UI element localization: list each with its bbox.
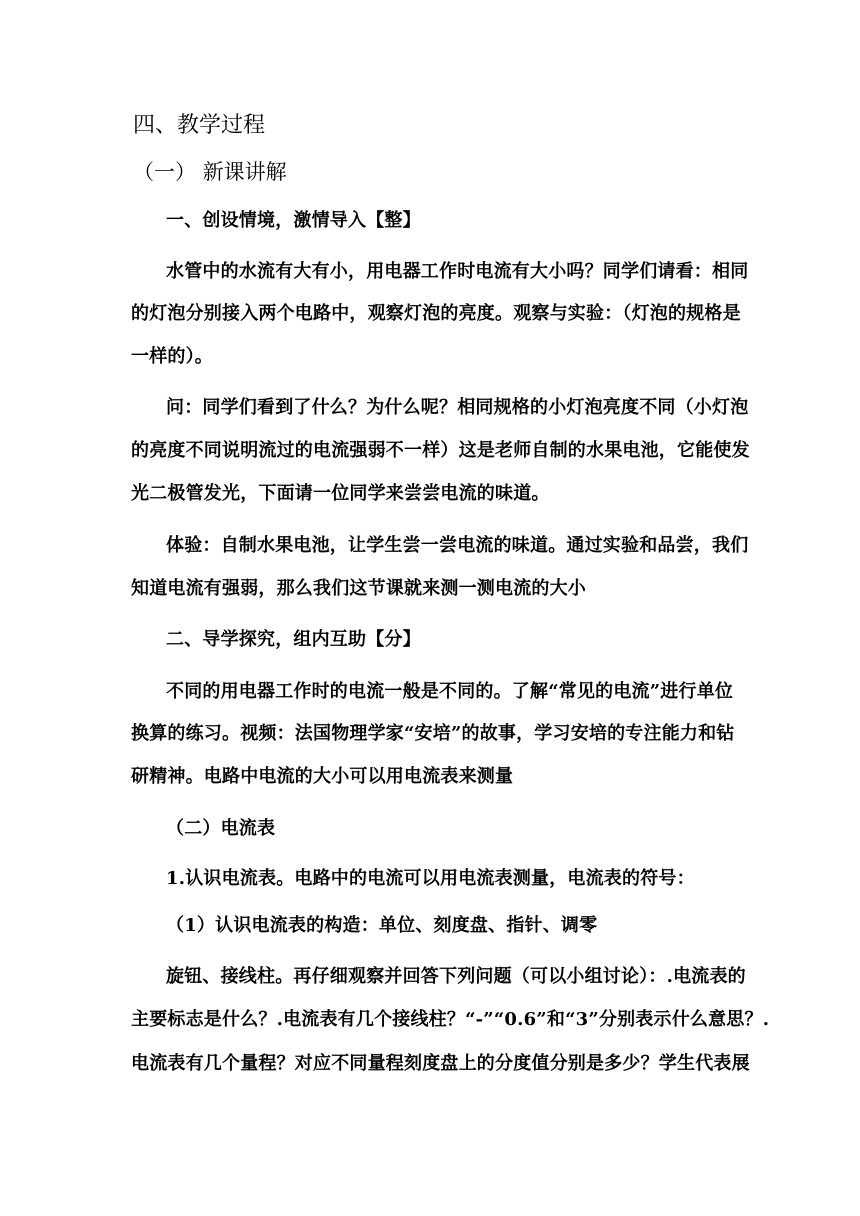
paragraph-line: 光二极管发光，下面请一位同学来尝尝电流的味道。 — [131, 483, 550, 504]
paragraph-line: 不同的用电器工作时的电流一般是不同的。了解“常见的电流”进行单位 — [166, 681, 734, 702]
paragraph-line: 水管中的水流有大有小，用电器工作时电流有大小吗？同学们请看：相同 — [166, 261, 749, 282]
paragraph-line: 一样的）。 — [131, 346, 213, 367]
paragraph-line: （1）认识电流表的构造：单位、刻度盘、指针、调零 — [166, 915, 598, 936]
paragraph-line: 主要标志是什么？.电流表有几个接线柱？“-”“0.6”和“3”分别表示什么意思？. — [131, 1009, 770, 1030]
subsection-title: （一） 新课讲解 — [133, 160, 287, 184]
paragraph-line: 电流表有几个量程？对应不同量程刻度盘上的分度值分别是多少？学生代表展 — [131, 1053, 750, 1074]
paragraph-line: 旋钮、接线柱。再仔细观察并回答下列问题（可以小组讨论）：.电流表的 — [166, 966, 746, 987]
section-title: 四、教学过程 — [133, 113, 266, 138]
paragraph-line: 问：同学们看到了什么？为什么呢？相同规格的小灯泡亮度不同（小灯泡 — [166, 397, 749, 418]
paragraph-line: 研精神。电路中电流的大小可以用电流表来测量 — [131, 766, 514, 787]
paragraph-line: 知道电流有强弱，那么我们这节课就来测一测电流的大小 — [131, 578, 586, 599]
paragraph-line: 的亮度不同说明流过的电流强弱不一样）这是老师自制的水果电池，它能使发 — [131, 440, 750, 461]
paragraph-line: 换算的练习。视频：法国物理学家“安培”的故事，学习安培的专注能力和钻 — [131, 723, 735, 744]
paragraph-line: 的灯泡分别接入两个电路中，观察灯泡的亮度。观察与实验：（灯泡的规格是 — [131, 303, 741, 324]
paragraph-line: 1.认识电流表。电路中的电流可以用电流表测量，电流表的符号： — [166, 868, 695, 889]
heading-ammeter: （二）电流表 — [166, 818, 276, 839]
heading-guided-inquiry: 二、导学探究，组内互助【分】 — [166, 629, 421, 650]
paragraph-line: 体验：自制水果电池，让学生尝一尝电流的味道。通过实验和品尝，我们 — [166, 535, 749, 556]
heading-create-situation: 一、创设情境，激情导入【整】 — [166, 210, 421, 231]
